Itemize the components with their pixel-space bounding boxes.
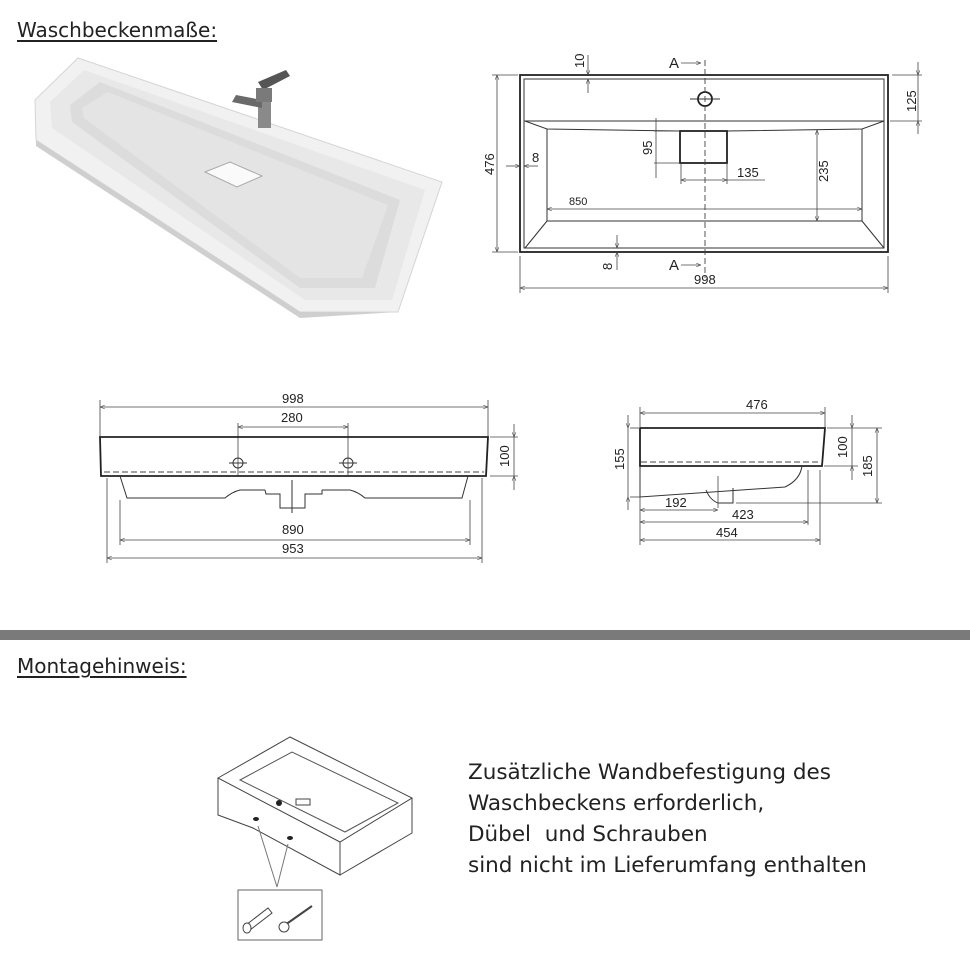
dim-drain-offset: 192 xyxy=(665,495,687,510)
mounting-note-line: sind nicht im Lieferumfang enthalten xyxy=(468,853,867,878)
fixings-box xyxy=(238,890,322,940)
dim-side-height-left: 155 xyxy=(612,448,627,470)
section-marker-bottom: A xyxy=(669,257,680,274)
sink-product-image xyxy=(35,58,442,318)
mounting-note-line: Dübel und Schrauben xyxy=(468,822,708,847)
mounting-note-line: Waschbeckens erforderlich, xyxy=(468,791,765,816)
top-view-drawing xyxy=(482,54,922,293)
dim-underside-depth: 454 xyxy=(716,525,738,540)
side-view-drawing xyxy=(612,397,882,545)
dim-basin-width: 850 xyxy=(569,196,588,208)
wall-fixing-hole-right xyxy=(287,836,293,840)
dim-bowl-width-inner: 890 xyxy=(282,522,304,537)
dim-rim-edge-top: 10 xyxy=(572,53,587,68)
dim-bowl-width-outer: 953 xyxy=(282,541,304,556)
section-marker-top: A xyxy=(669,55,680,72)
mounting-note-line: Zusätzliche Wandbefestigung des xyxy=(468,760,831,785)
mounting-note xyxy=(468,757,867,881)
dim-rim-depth: 125 xyxy=(904,90,919,112)
dim-bracket-spacing: 280 xyxy=(281,410,303,425)
dim-overflow-width: 135 xyxy=(737,165,759,180)
section-divider xyxy=(0,630,970,640)
dim-rim-height: 100 xyxy=(835,436,850,458)
dim-width: 998 xyxy=(694,272,716,287)
mounting-illustration xyxy=(218,737,412,940)
dim-total-height: 185 xyxy=(860,455,875,477)
dim-side-depth: 476 xyxy=(746,397,768,412)
dim-front-height: 100 xyxy=(497,445,512,467)
dim-basin-depth: 235 xyxy=(816,160,831,182)
dim-front-width: 998 xyxy=(282,391,304,406)
dim-rim-edge-side: 8 xyxy=(532,150,540,165)
front-view-drawing xyxy=(100,391,518,563)
dimensions-heading: Waschbeckenmaße: xyxy=(17,18,218,42)
wall-fixing-hole-left xyxy=(253,817,259,821)
mounting-heading: Montagehinweis: xyxy=(17,654,187,678)
dim-rim-edge-bottom: 8 xyxy=(600,262,615,270)
dim-bowl-depth: 423 xyxy=(732,507,754,522)
dim-overflow-height: 95 xyxy=(640,140,655,155)
dim-depth: 476 xyxy=(482,153,497,175)
